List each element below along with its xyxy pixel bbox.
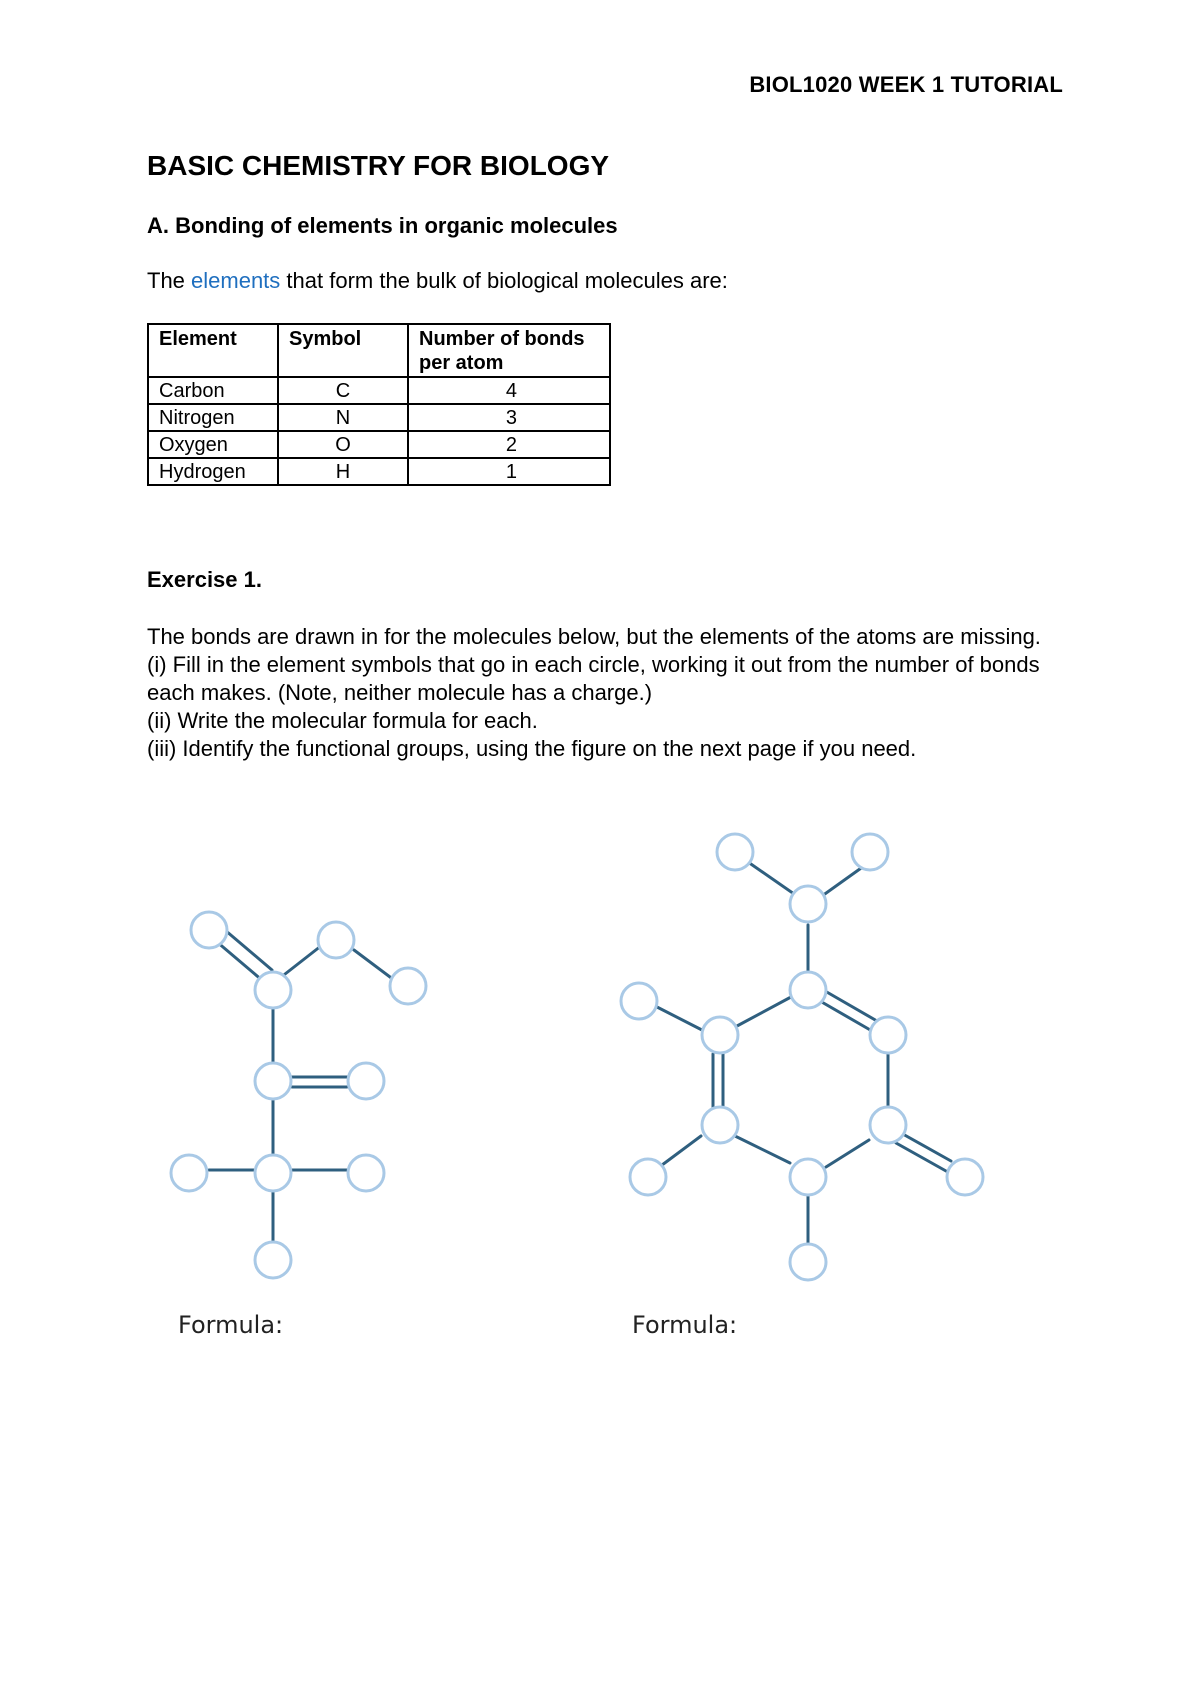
element-name: Oxygen: [148, 431, 278, 458]
intro-text-before: The: [147, 268, 192, 293]
element-symbol: N: [278, 404, 408, 431]
atom-circle[interactable]: [717, 834, 753, 870]
atom-circle[interactable]: [852, 834, 888, 870]
element-name: Carbon: [148, 377, 278, 404]
atom-circle[interactable]: [255, 1155, 291, 1191]
atom-circle[interactable]: [318, 922, 354, 958]
element-symbol: C: [278, 377, 408, 404]
intro-text-after: that form the bulk of biological molecules are:: [280, 268, 728, 293]
exercise-instructions: [147, 623, 1077, 763]
atom-circle[interactable]: [790, 886, 826, 922]
atom-circle[interactable]: [255, 1242, 291, 1278]
bond-count: 4: [408, 377, 610, 404]
bond-count: 2: [408, 431, 610, 458]
intro-paragraph: [147, 268, 728, 294]
atom-circle[interactable]: [348, 1063, 384, 1099]
formula-label-right: Formula:: [632, 1311, 738, 1339]
elements-link[interactable]: elements: [191, 268, 281, 293]
table-row: [148, 458, 610, 485]
instruction-step-iii: (iii) Identify the functional groups, using the figure on the next page if you need.: [147, 736, 917, 761]
atom-circle[interactable]: [348, 1155, 384, 1191]
table-header-row: [148, 324, 610, 377]
table-row: [148, 377, 610, 404]
molecule-diagrams: [0, 820, 1200, 1320]
bond-count: 1: [408, 458, 610, 485]
column-header-symbol: Symbol: [278, 324, 408, 377]
element-symbol: O: [278, 431, 408, 458]
element-name: Nitrogen: [148, 404, 278, 431]
table-row: [148, 431, 610, 458]
formula-label-left: Formula:: [178, 1311, 284, 1339]
molecule-left: [171, 912, 426, 1278]
atom-circle[interactable]: [702, 1017, 738, 1053]
atom-circle[interactable]: [191, 912, 227, 948]
atom-circle[interactable]: [255, 1063, 291, 1099]
bond-count: 3: [408, 404, 610, 431]
atom-circle[interactable]: [390, 968, 426, 1004]
element-symbol: H: [278, 458, 408, 485]
document-title: BASIC CHEMISTRY FOR BIOLOGY: [147, 150, 610, 181]
atom-circle[interactable]: [621, 983, 657, 1019]
atom-circle[interactable]: [171, 1155, 207, 1191]
instruction-step-ii: (ii) Write the molecular formula for each.: [147, 708, 538, 733]
exercise-heading: Exercise 1.: [147, 567, 262, 592]
course-header: BIOL1020 WEEK 1 TUTORIAL: [749, 72, 1063, 97]
element-name: Hydrogen: [148, 458, 278, 485]
atom-circle[interactable]: [790, 1244, 826, 1280]
column-header-element: Element: [148, 324, 278, 377]
section-a-heading: A. Bonding of elements in organic molecules: [147, 213, 618, 238]
atom-circle[interactable]: [790, 1159, 826, 1195]
table-row: [148, 404, 610, 431]
atom-circle[interactable]: [947, 1159, 983, 1195]
instruction-paragraph: The bonds are drawn in for the molecules below, but the elements of the atoms are missing.: [147, 624, 1041, 649]
atom-circle[interactable]: [790, 972, 826, 1008]
atom-circle[interactable]: [870, 1107, 906, 1143]
column-header-bonds: Number of bonds per atom: [408, 324, 610, 377]
atom-circle[interactable]: [630, 1159, 666, 1195]
atom-circle[interactable]: [702, 1107, 738, 1143]
molecule-right: [621, 834, 983, 1280]
atom-circle[interactable]: [255, 972, 291, 1008]
atom-circle[interactable]: [870, 1017, 906, 1053]
instruction-step-i: (i) Fill in the element symbols that go in each circle, working it out from the number of bonds each makes. (Note, neither molecule has a charge.): [147, 652, 1040, 705]
elements-table: [147, 323, 611, 486]
